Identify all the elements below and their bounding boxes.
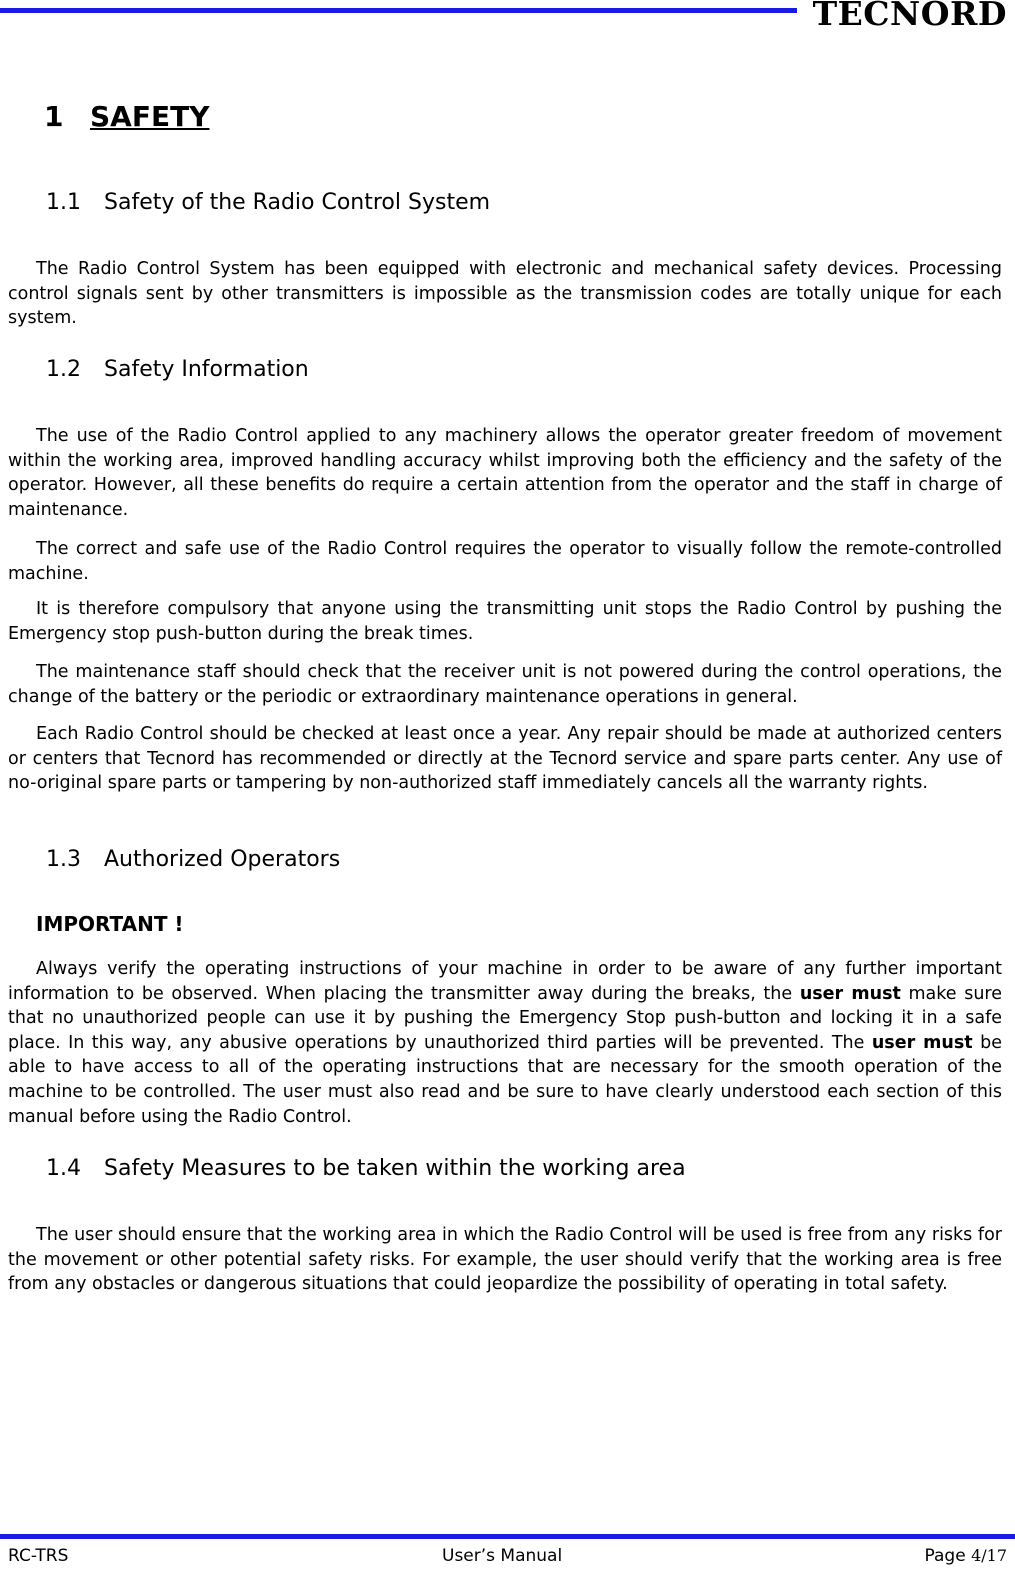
paragraph: It is therefore compulsory that anyone using the transmitting unit stops the Radio Control by pushing the Emergency stop push-button during the break times. — [8, 599, 1002, 644]
footer-rule — [0, 1534, 1015, 1539]
section-number: 1.4 — [46, 1156, 81, 1181]
paragraph: The maintenance staff should check that the receiver unit is not powered during the control operations, the change of the battery or the periodic or extraordinary maintenance operations in general. — [8, 662, 1002, 707]
emphasis-user-must: user must — [799, 983, 901, 1004]
footer-doc-title: User’s Manual — [442, 1546, 563, 1566]
paragraph: The Radio Control System has been equipped with electronic and mechanical safety devices. Processing control signals sent by other transmitters is impossible as the transmission codes are totally unique for each system. — [8, 259, 1002, 329]
section-number: 1.2 — [46, 357, 81, 382]
text-run: Always verify the operating instructions of your machine in order to be aware of any further important information to be observed. When placing the transmitter away during the breaks, the — [8, 959, 1002, 1004]
paragraph-authorized-operators — [8, 957, 1002, 1129]
chapter-title: SAFETY — [90, 100, 210, 133]
section-title: Safety Measures to be taken within the working area — [104, 1156, 686, 1181]
page-label: Page — [924, 1546, 972, 1566]
section-title: Authorized Operators — [104, 847, 341, 872]
section-heading-1-2 — [46, 357, 309, 382]
page-number: 4/17 — [971, 1546, 1007, 1565]
chapter-number: 1 — [44, 100, 64, 133]
paragraph: The correct and safe use of the Radio Control requires the operator to visually follow the remote-controlled machine. — [8, 539, 1002, 584]
section-title: Safety of the Radio Control System — [104, 190, 491, 215]
emphasis-user-must: user must — [871, 1032, 973, 1053]
text-run: make sure that no unauthorized people can use it by pushing the Emergency Stop push-button and locking it in a safe place. In this way, any abusive operations by unauthorized third parties will be prevented. The — [8, 983, 1003, 1053]
footer-doc-code: RC-TRS — [8, 1546, 69, 1566]
paragraph: The user should ensure that the working area in which the Radio Control will be used is free from any risks for the movement or other potential safety risks. For example, the user should verify that the working area is free from any obstacles or dangerous situations that could jeopardize the possibility of operating in total safety. — [8, 1225, 1002, 1295]
header-rule — [0, 8, 797, 13]
paragraph: The use of the Radio Control applied to any machinery allows the operator greater freedom of movement within the working area, improved handling accuracy whilst improving both the efficiency and the safety of the operator. However, all these benefits do require a certain attention from the operator and the staff in charge of maintenance. — [8, 426, 1002, 520]
brand-logo: TECNORD — [812, 0, 1007, 33]
section-number: 1.1 — [46, 190, 81, 215]
footer-page — [925, 1546, 1008, 1566]
section-number: 1.3 — [46, 847, 81, 872]
paragraph: Each Radio Control should be checked at least once a year. Any repair should be made at authorized centers or centers that Tecnord has recommended or directly at the Tecnord service and spare parts center. Any use of no-original spare parts or tampering by non-authorized staff immediately cancels all the warranty rights. — [8, 724, 1002, 794]
section-heading-1-3 — [46, 847, 340, 872]
important-label: IMPORTANT ! — [36, 912, 184, 936]
section-heading-1-1 — [46, 190, 490, 215]
chapter-heading — [44, 100, 209, 133]
text-run: be able to have access to all of the operating instructions that are necessary for the smooth operation of the machine to be controlled. The user must also read and be sure to have clearly understood each section of this manual before using the Radio Control. — [8, 1032, 1002, 1127]
section-heading-1-4 — [46, 1156, 686, 1181]
section-title: Safety Information — [104, 357, 309, 382]
